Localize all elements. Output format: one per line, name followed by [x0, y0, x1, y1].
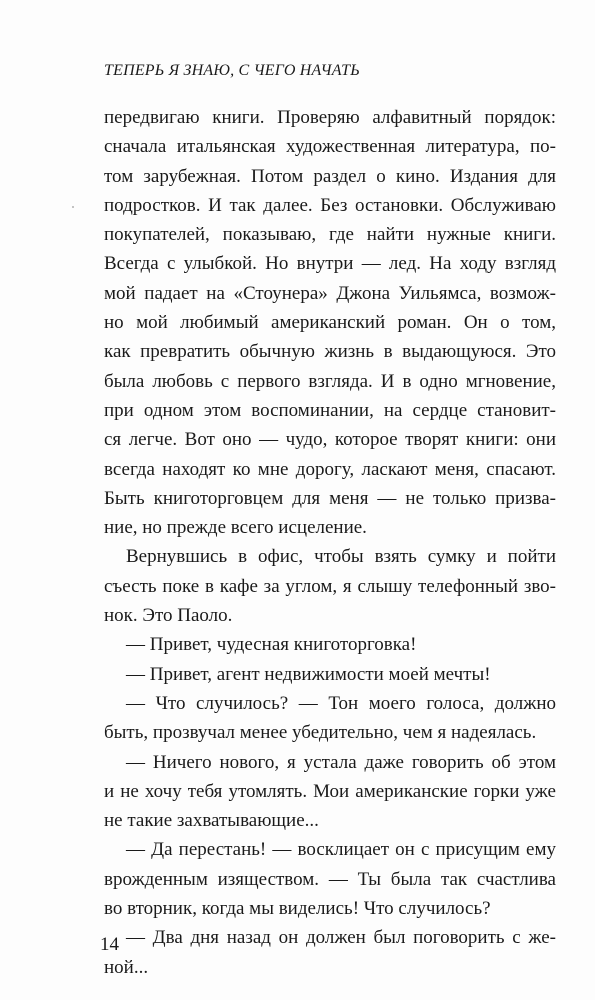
- text-line: мой падает на «Стоунера» Джона Уильямса, возмож-: [104, 282, 556, 304]
- running-header: ТЕПЕРЬ Я ЗНАЮ, С ЧЕГО НАЧАТЬ: [104, 62, 360, 79]
- text-line: Быть книготорговцем для меня — не только призва-: [104, 487, 556, 509]
- text-line: была любовь с первого взгляда. И в одно мгновение,: [104, 370, 556, 392]
- text-line: — Что случилось? — Тон моего голоса, должно: [126, 692, 556, 714]
- body-text: [104, 103, 556, 982]
- text-line: съесть поке в кафе за углом, я слышу телефонный зво-: [104, 575, 556, 597]
- text-line: — Да перестань! — восклицает он с присущим ему: [126, 839, 556, 861]
- paper-speck: [72, 206, 74, 208]
- text-line: как превратить обычную жизнь в выдающуюся. Это: [104, 341, 556, 363]
- text-line: том зарубежная. Потом раздел о кино. Издания для: [104, 165, 556, 187]
- text-line: и не хочу тебя утомлять. Мои американские горки уже: [104, 780, 556, 802]
- text-line: подростков. И так далее. Без остановки. Обслуживаю: [104, 194, 556, 216]
- text-line: ся легче. Вот оно — чудо, которое творят книги: они: [104, 429, 556, 451]
- text-line: быть, прозвучал менее убедительно, чем я надеялась.: [104, 722, 537, 744]
- text-line: передвигаю книги. Проверяю алфавитный порядок:: [104, 107, 556, 128]
- text-line: при одном этом воспоминании, на сердце становит-: [104, 399, 556, 421]
- text-line: сначала итальянская художественная литература, по-: [104, 136, 556, 158]
- text-line: ние, но прежде всего исцеление.: [104, 517, 367, 539]
- text-line: во вторник, когда мы виделись! Что случилось?: [104, 898, 491, 920]
- text-line: покупателей, показываю, где найти нужные книги.: [104, 224, 556, 246]
- text-line: врожденным изяществом. — Ты была так счастлива: [104, 868, 556, 890]
- text-line: — Два дня назад он должен был поговорить с же-: [126, 927, 556, 949]
- text-line: не такие захватывающие...: [104, 810, 319, 832]
- text-line: — Привет, агент недвижимости моей мечты!: [126, 663, 491, 685]
- page-number: 14: [100, 934, 119, 955]
- text-line: ной...: [104, 956, 149, 978]
- text-line: но мой любимый американский роман. Он о том,: [104, 312, 556, 334]
- text-line: всегда находят ко мне дорогу, ласкают меня, спасают.: [104, 458, 556, 480]
- text-line: Всегда с улыбкой. Но внутри — лед. На ходу взгляд: [104, 253, 556, 275]
- text-line: — Ничего нового, я устала даже говорить об этом: [126, 751, 556, 773]
- text-line: Вернувшись в офис, чтобы взять сумку и пойти: [126, 546, 556, 568]
- text-line: нок. Это Паоло.: [104, 605, 233, 627]
- text-line: — Привет, чудесная книготорговка!: [126, 634, 417, 656]
